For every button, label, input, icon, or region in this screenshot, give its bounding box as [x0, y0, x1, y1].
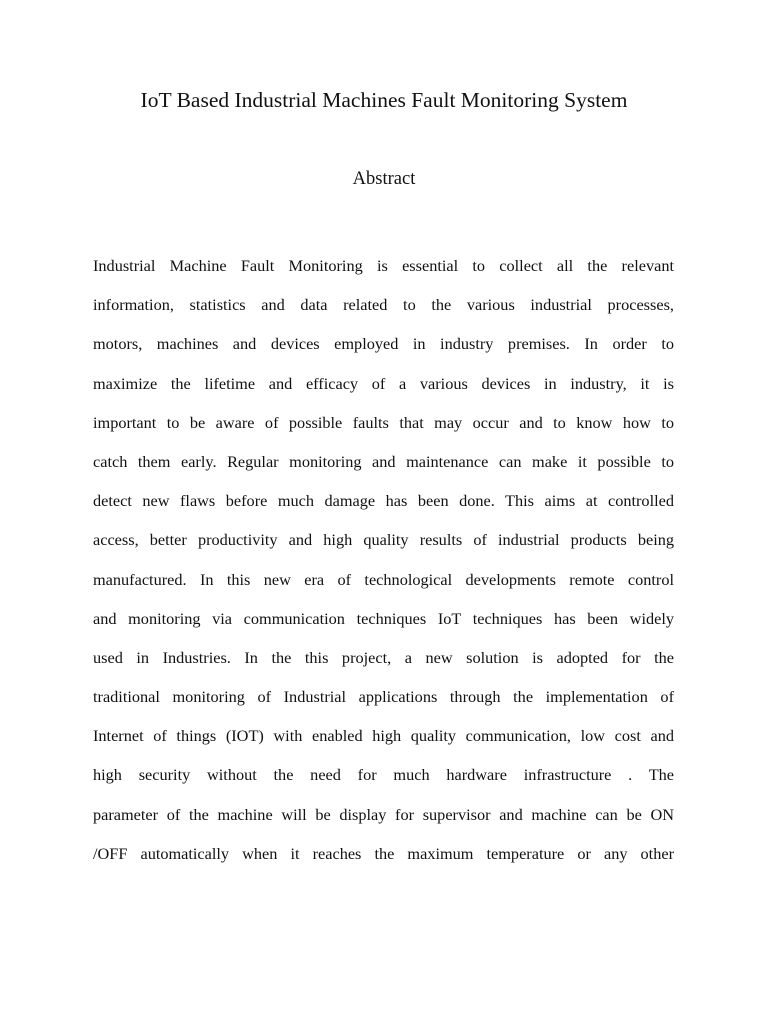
abstract-line: important to be aware of possible faults that may occur and to know how to	[93, 412, 674, 432]
abstract-line: access, better productivity and high quality results of industrial products being	[93, 530, 674, 550]
abstract-line: Industrial Machine Fault Monitoring is essential to collect all the relevant	[93, 256, 674, 275]
abstract-line: maximize the lifetime and efficacy of a various devices in industry, it is	[93, 373, 674, 393]
abstract-line: manufactured. In this new era of technological developments remote control	[93, 569, 674, 589]
abstract-line: catch them early. Regular monitoring and maintenance can make it possible to	[93, 451, 674, 471]
abstract-heading: Abstract	[352, 169, 416, 189]
abstract-line: detect new flaws before much damage has been done. This aims at controlled	[93, 491, 674, 511]
abstract-line: Internet of things (IOT) with enabled high quality communication, low cost and	[93, 726, 674, 746]
abstract-line: /OFF automatically when it reaches the maximum temperature or any other	[93, 843, 674, 863]
abstract-line: used in Industries. In the this project, a new solution is adopted for the	[93, 647, 674, 667]
abstract-line: traditional monitoring of Industrial applications through the implementation of	[93, 687, 674, 707]
abstract-line: parameter of the machine will be display for supervisor and machine can be ON	[93, 804, 674, 824]
abstract-body	[93, 255, 674, 882]
abstract-line: motors, machines and devices employed in industry premises. In order to	[93, 334, 674, 354]
document-title: IoT Based Industrial Machines Fault Monitoring System	[140, 88, 628, 112]
abstract-line: information, statistics and data related to the various industrial processes,	[93, 295, 674, 315]
abstract-line: and monitoring via communication techniques IoT techniques has been widely	[93, 608, 674, 628]
abstract-line: high security without the need for much hardware infrastructure . The	[93, 765, 674, 785]
